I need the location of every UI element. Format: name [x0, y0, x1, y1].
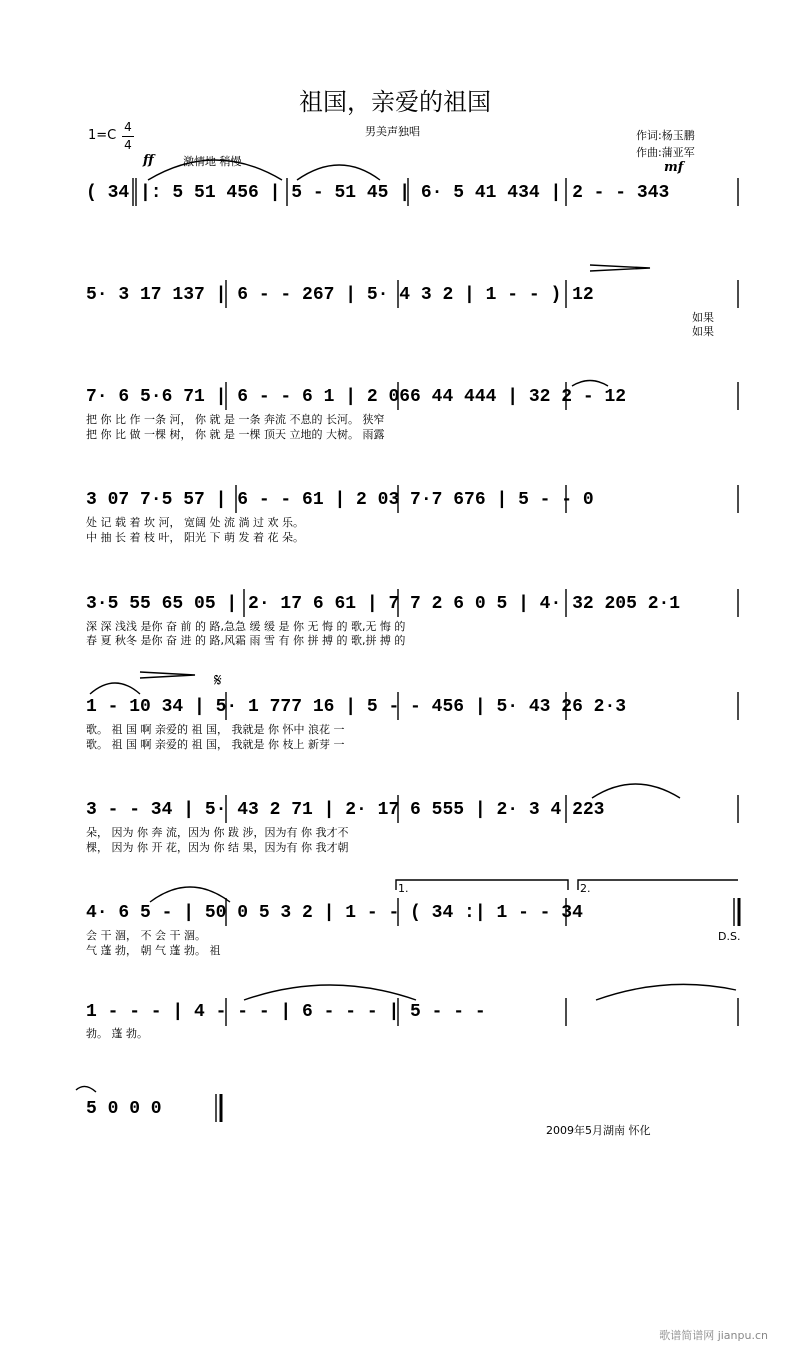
- watermark: 歌谱简谱网 jianpu.cn: [659, 1329, 768, 1342]
- row-10-notes: 5 0 0 0: [86, 1099, 162, 1119]
- row-3-notes: 7· 6 5·6 71 | 6 - - 6 1 | 2 066 44 444 | 32 2 - 12: [86, 387, 627, 407]
- row-7-lyrics-1: 朵， 因为 你 奔 流，因为 你 跋 涉，因为有 你 我才不: [86, 826, 349, 839]
- time-signature-top: 4: [124, 120, 132, 134]
- composer: 作曲:蒲亚军: [636, 146, 695, 159]
- volta-2-label: 2.: [580, 882, 591, 895]
- time-signature-bottom: 4: [122, 136, 134, 154]
- row-8-lyrics-1: 会 干 涸， 不 会 干 涸。: [86, 929, 206, 942]
- song-title: 祖国，亲爱的祖国: [299, 88, 491, 116]
- row-4-notes: 3 07 7·5 57 | 6 - - 61 | 2 03 7·7 676 | 5 - - 0: [86, 490, 594, 510]
- tempo-marking: 激情地 稍慢: [183, 155, 242, 168]
- row-1-notes: ( 34 |: 5 51 456 | 5 - 51 45 | 6· 5 41 434 | 2 - - 343: [86, 183, 670, 203]
- row-5-notes: 3·5 55 65 05 | 2· 17 6 61 | 7 7 2 6 0 5 | 4· 32 205 2·1: [86, 594, 681, 614]
- key-signature: 1=C: [88, 128, 117, 143]
- row-3-lyrics-2: 把 你 比 做 一棵 树， 你 就 是 一棵 顶天 立地的 大树。 雨露: [86, 428, 385, 441]
- row-2-lyrics-2: 如果: [692, 325, 714, 338]
- row-6-lyrics-2: 歌。 祖 国 啊 亲爱的 祖 国， 我就是 你 枝上 新芽 一: [86, 738, 345, 751]
- row-9-notes: 1 - - - | 4 - - - | 6 - - - | 5 - - -: [86, 1002, 486, 1022]
- row-4-lyrics-1: 处 记 载 着 坎 河， 宽阔 处 流 淌 过 欢 乐。: [86, 516, 304, 529]
- row-8-lyrics-2: 气 蓬 勃， 朝 气 蓬 勃。 祖: [86, 944, 221, 957]
- row-5-lyrics-1: 深 深 浅浅 是你 奋 前 的 路,急急 缓 缓 是 你 无 悔 的 歌,无 悔 的: [86, 620, 406, 633]
- row-6-notes: 1 - 10 34 | 5· 1 777 16 | 5 - - 456 | 5· 43 26 2·3: [86, 697, 627, 717]
- lyricist: 作词:杨玉鹏: [636, 129, 695, 142]
- row-2-notes: 5· 3 17 137 | 6 - - 267 | 5· 4 3 2 | 1 - - ) 12: [86, 285, 594, 305]
- dynamic-ff: ff: [143, 153, 154, 168]
- performance-note: 男美声独唱: [365, 125, 420, 138]
- dal-segno: D.S.: [718, 930, 741, 943]
- row-6-lyrics-1: 歌。 祖 国 啊 亲爱的 祖 国， 我就是 你 怀中 浪花 一: [86, 723, 345, 736]
- volta-1-label: 1.: [398, 882, 409, 895]
- row-3-lyrics-1: 把 你 比 作 一条 河， 你 就 是 一条 奔流 不息的 长河。 狭窄: [86, 413, 385, 426]
- segno-sign: 𝄋: [214, 670, 222, 691]
- row-5-lyrics-2: 春 夏 秋冬 是你 奋 进 的 路,风霜 雨 雪 有 你 拼 搏 的 歌,拼 搏 的: [86, 634, 406, 647]
- row-9-lyrics-1: 勃。 蓬 勃。: [86, 1027, 148, 1040]
- dynamic-mf: mf: [664, 160, 684, 175]
- row-4-lyrics-2: 中 抽 长 着 枝 叶， 阳光 下 萌 发 着 花 朵。: [86, 531, 304, 544]
- place-date: 2009年5月湖南 怀化: [546, 1124, 651, 1137]
- row-2-lyrics-1: 如果: [692, 311, 714, 324]
- row-7-lyrics-2: 棵， 因为 你 开 花，因为 你 结 果，因为有 你 我才朝: [86, 841, 349, 854]
- row-8-notes: 4· 6 5 - | 50 0 5 3 2 | 1 - - ( 34 :| 1 - - 34: [86, 903, 583, 923]
- row-7-notes: 3 - - 34 | 5· 43 2 71 | 2· 17 6 555 | 2· 3 4 223: [86, 800, 605, 820]
